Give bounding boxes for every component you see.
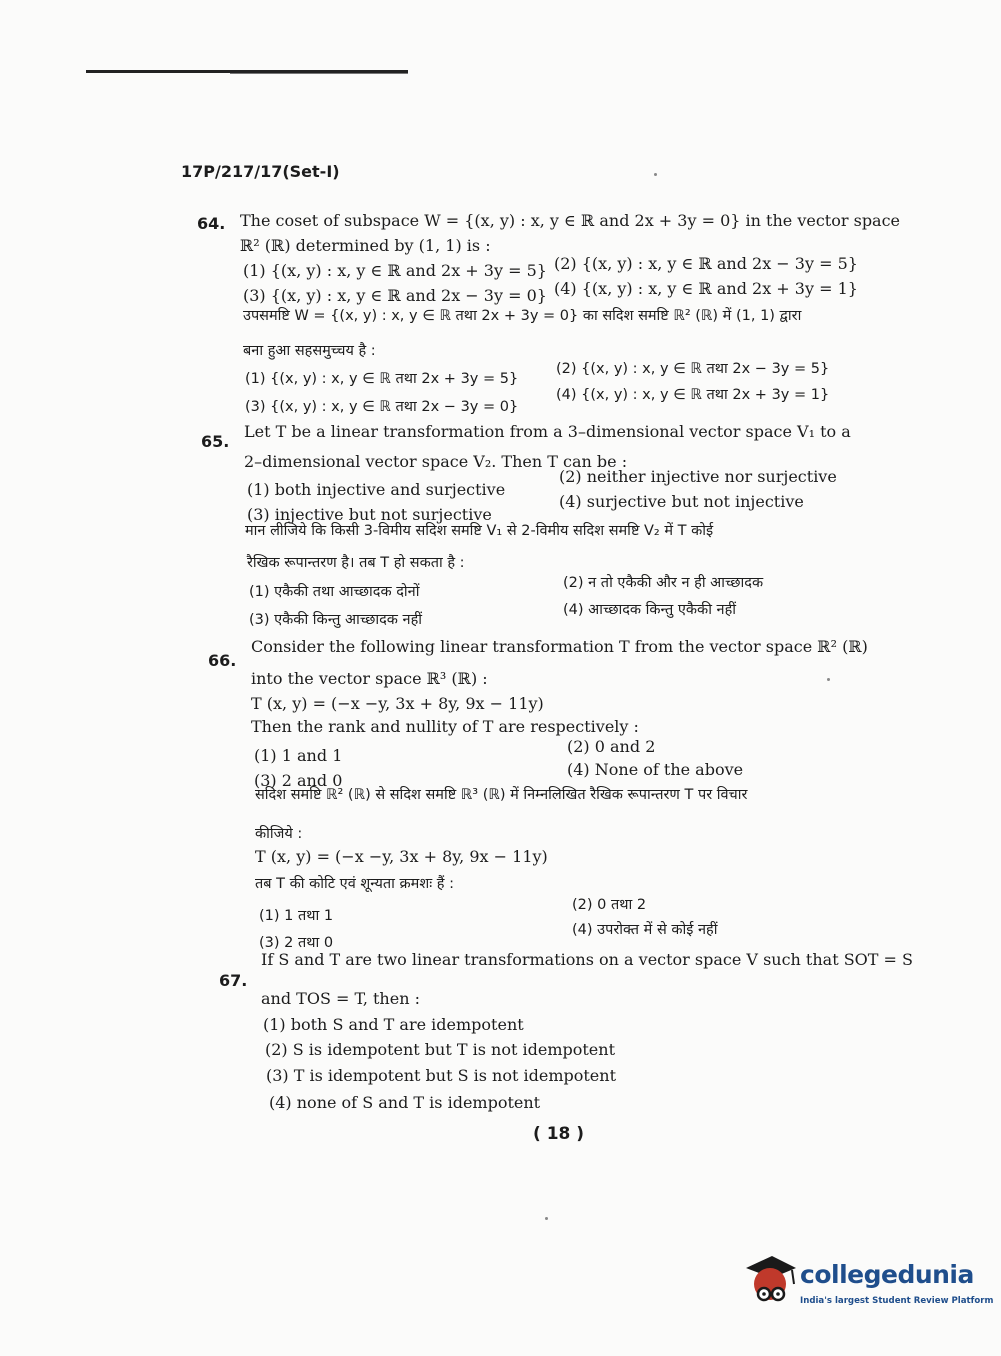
question-text-line: ℝ² (ℝ) determined by (1, 1) is :: [240, 236, 491, 255]
question-number: 64.: [197, 214, 226, 233]
hindi-text-line: मान लीजिये कि किसी 3-विमीय सदिश समष्टि V₁ से 2-विमीय सदिश समष्टि V₂ में T कोई: [245, 523, 714, 539]
hindi-text-line: रैखिक रूपान्तरण है। तब T हो सकता है :: [247, 555, 465, 571]
option-2: (2) S is idempotent but T is not idempotent: [265, 1040, 615, 1059]
collegedunia-logo: [742, 1250, 994, 1316]
scan-speck: [827, 678, 830, 681]
option-4: (4) none of S and T is idempotent: [269, 1093, 541, 1112]
hindi-option-3: (3) 2 तथा 0: [259, 935, 334, 951]
hindi-option-2: (2) {(x, y) : x, y ∈ ℝ तथा 2x − 3y = 5}: [556, 361, 830, 377]
hindi-option-4: (4) आच्छादक किन्तु एकैकी नहीं: [563, 602, 737, 618]
paper-code: 17P/217/17(Set-I): [181, 162, 340, 181]
hindi-option-3: (3) एकैकी किन्तु आच्छादक नहीं: [249, 612, 423, 628]
hindi-option-2: (2) 0 तथा 2: [572, 897, 647, 913]
hindi-option-3: (3) {(x, y) : x, y ∈ ℝ तथा 2x − 3y = 0}: [245, 399, 519, 415]
option-1: (1) both injective and surjective: [247, 480, 506, 499]
option-2: (2) 0 and 2: [567, 737, 656, 756]
question-number: 65.: [201, 432, 230, 451]
brand-tagline: India's largest Student Review Platform: [800, 1296, 994, 1306]
question-text-line: into the vector space ℝ³ (ℝ) :: [251, 669, 488, 688]
hindi-option-4: (4) उपरोक्त में से कोई नहीं: [572, 922, 718, 938]
option-2: (2) {(x, y) : x, y ∈ ℝ and 2x − 3y = 5}: [554, 254, 858, 273]
scan-speck: [654, 173, 657, 176]
top-rule-thin: [230, 73, 408, 74]
hindi-text-line: तब T की कोटि एवं शून्यता क्रमशः हैं :: [255, 876, 454, 892]
question-text-line: 2–dimensional vector space V₂. Then T can be :: [244, 452, 628, 471]
question-text-line: and TOS = T, then :: [261, 989, 420, 1008]
option-1: (1) 1 and 1: [254, 746, 343, 765]
option-3: (3) {(x, y) : x, y ∈ ℝ and 2x − 3y = 0}: [243, 286, 547, 305]
hindi-option-1: (1) {(x, y) : x, y ∈ ℝ तथा 2x + 3y = 5}: [245, 371, 519, 387]
formula-line: T (x, y) = (−x −y, 3x + 8y, 9x − 11y): [255, 847, 548, 866]
hindi-text-line: सदिश समष्टि ℝ² (ℝ) से सदिश समष्टि ℝ³ (ℝ) में निम्नलिखित रैखिक रूपान्तरण T पर विचार: [255, 787, 748, 803]
option-3: (3) injective but not surjective: [247, 505, 492, 524]
hindi-option-4: (4) {(x, y) : x, y ∈ ℝ तथा 2x + 3y = 1}: [556, 387, 830, 403]
hindi-option-2: (2) न तो एकैकी और न ही आच्छादक: [563, 575, 764, 591]
option-3: (3) 2 and 0: [254, 771, 343, 790]
hindi-text-line: कीजिये :: [255, 826, 303, 842]
question-text-line: Let T be a linear transformation from a 3–dimensional vector space V₁ to a: [244, 422, 851, 441]
brand-name: collegedunia: [800, 1260, 974, 1289]
option-1: (1) {(x, y) : x, y ∈ ℝ and 2x + 3y = 5}: [243, 261, 547, 280]
hindi-text-line: बना हुआ सहसमुच्चय है :: [243, 343, 376, 359]
formula-line: T (x, y) = (−x −y, 3x + 8y, 9x − 11y): [251, 694, 544, 713]
hindi-option-1: (1) एकैकी तथा आच्छादक दोनों: [249, 584, 420, 600]
question-text-line: The coset of subspace W = {(x, y) : x, y ∈ ℝ and 2x + 3y = 0} in the vector space: [240, 211, 901, 230]
option-4: (4) {(x, y) : x, y ∈ ℝ and 2x + 3y = 1}: [554, 279, 858, 298]
question-number: 67.: [219, 971, 248, 990]
hindi-text-line: उपसमष्टि W = {(x, y) : x, y ∈ ℝ तथा 2x + 3y = 0} का सदिश समष्टि ℝ² (ℝ) में (1, 1) द्वारा: [243, 308, 802, 324]
option-2: (2) neither injective nor surjective: [559, 467, 837, 486]
page-number: ( 18 ): [533, 1124, 585, 1144]
option-3: (3) T is idempotent but S is not idempotent: [266, 1066, 616, 1085]
question-text-line: Then the rank and nullity of T are respectively :: [251, 717, 639, 736]
option-4: (4) None of the above: [567, 760, 744, 779]
question-number: 66.: [208, 651, 237, 670]
question-text-line: Consider the following linear transformation T from the vector space ℝ² (ℝ): [251, 637, 868, 656]
scan-speck: [545, 1217, 548, 1220]
question-text-line: If S and T are two linear transformations on a vector space V such that SOT = S: [261, 950, 914, 969]
hindi-option-1: (1) 1 तथा 1: [259, 908, 334, 924]
option-1: (1) both S and T are idempotent: [263, 1015, 524, 1034]
option-4: (4) surjective but not injective: [559, 492, 804, 511]
mascot-icon: [742, 1250, 798, 1310]
